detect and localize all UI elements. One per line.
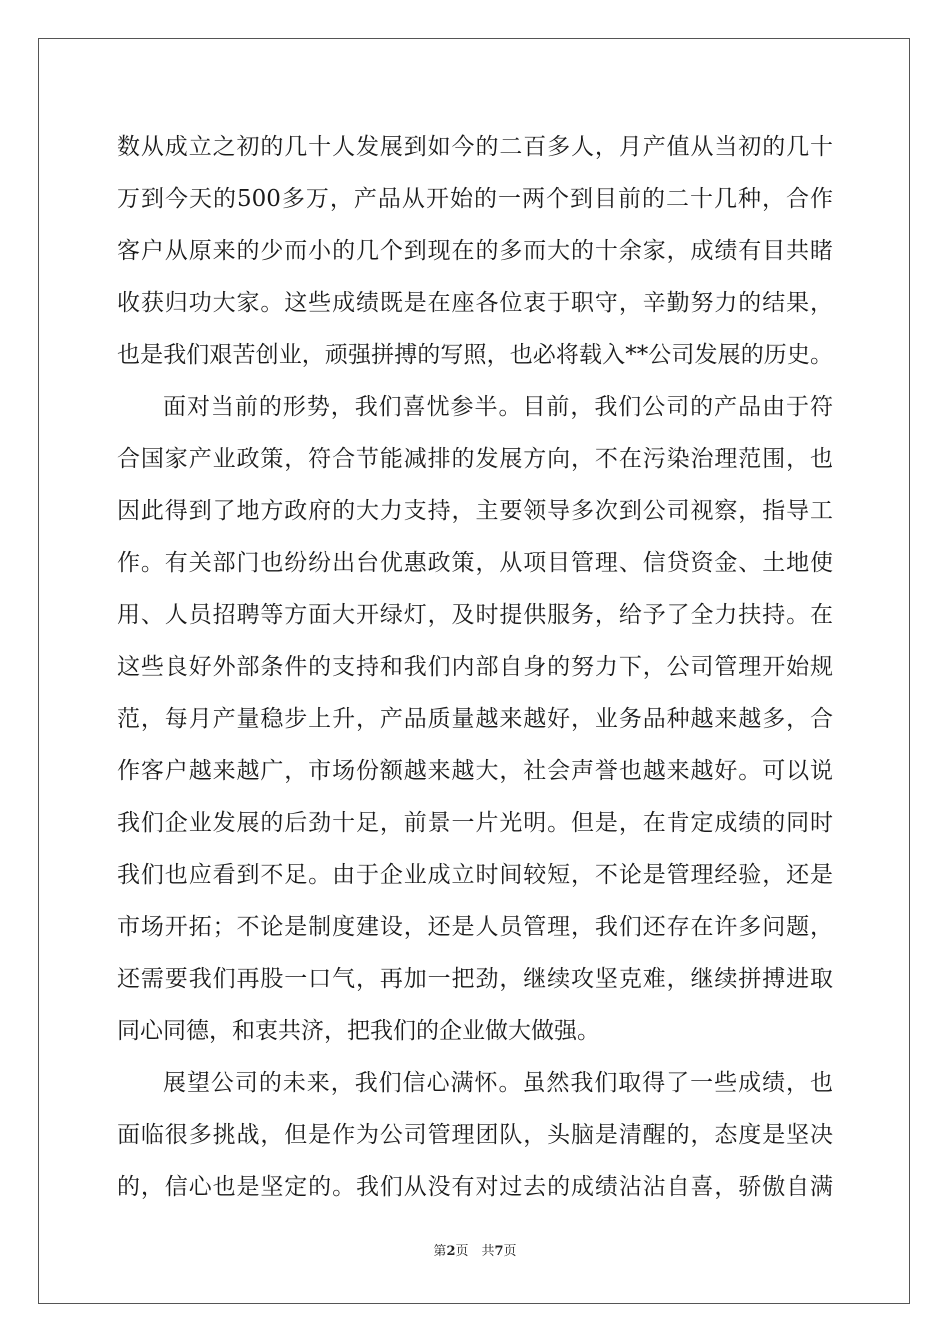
text-line: 用、人员招聘等方面大开绿灯，及时提供服务，给予了全力扶持。在: [117, 602, 833, 628]
text-line: 客户从原来的少而小的几个到现在的多而大的十余家，成绩有目共睹: [117, 238, 833, 264]
paragraph-first-line: 展望公司的未来，我们信心满怀。虽然我们取得了一些成绩，也: [163, 1070, 833, 1096]
text-line: 合国家产业政策，符合节能减排的发展方向，不在污染治理范围，也: [117, 446, 833, 472]
page-mid: 页 共: [455, 1244, 495, 1259]
text-line: 范，每月产量稳步上升，产品质量越来越好，业务品种越来越多，合: [117, 706, 833, 732]
text-line: 也是我们艰苦创业，顽强拼搏的写照，也必将载入**公司发展的历史。: [117, 342, 833, 368]
page-prefix: 第: [433, 1244, 447, 1259]
text-line: 的，信心也是坚定的。我们从没有对过去的成绩沾沾自喜，骄傲自满: [117, 1174, 833, 1200]
text-line: 还需要我们再股一口气，再加一把劲，继续攻坚克难，继续拼搏进取: [117, 966, 833, 992]
text-line: 面临很多挑战，但是作为公司管理团队，头脑是清醒的，态度是坚决: [117, 1122, 833, 1148]
page-suffix: 页: [503, 1244, 517, 1259]
text-line: 同心同德，和衷共济，把我们的企业做大做强。: [117, 1018, 600, 1044]
text-line: 市场开拓；不论是制度建设，还是人员管理，我们还存在许多问题，: [117, 914, 833, 940]
paragraph-first-line: 面对当前的形势，我们喜忧参半。目前，我们公司的产品由于符: [163, 394, 833, 420]
page-footer: [0, 1242, 950, 1262]
text-line: 数从成立之初的几十人发展到如今的二百多人，月产值从当初的几十: [117, 134, 833, 160]
text-line: 万到今天的500多万，产品从开始的一两个到目前的二十几种，合作: [117, 186, 833, 212]
text-line: 作。有关部门也纷纷出台优惠政策，从项目管理、信贷资金、土地使: [117, 550, 833, 576]
text-line: 这些良好外部条件的支持和我们内部自身的努力下，公司管理开始规: [117, 654, 833, 680]
text-line: 我们企业发展的后劲十足，前景一片光明。但是，在肯定成绩的同时: [117, 810, 833, 836]
text-line: 收获归功大家。这些成绩既是在座各位衷于职守，辛勤努力的结果，: [117, 290, 833, 316]
page-total-number: 7: [494, 1244, 504, 1259]
text-line: 作客户越来越广，市场份额越来越大，社会声誉也越来越好。可以说: [117, 758, 833, 784]
text-line: 我们也应看到不足。由于企业成立时间较短，不论是管理经验，还是: [117, 862, 833, 888]
text-line: 因此得到了地方政府的大力支持，主要领导多次到公司视察，指导工: [117, 498, 833, 524]
page-current-number: 2: [446, 1244, 456, 1259]
